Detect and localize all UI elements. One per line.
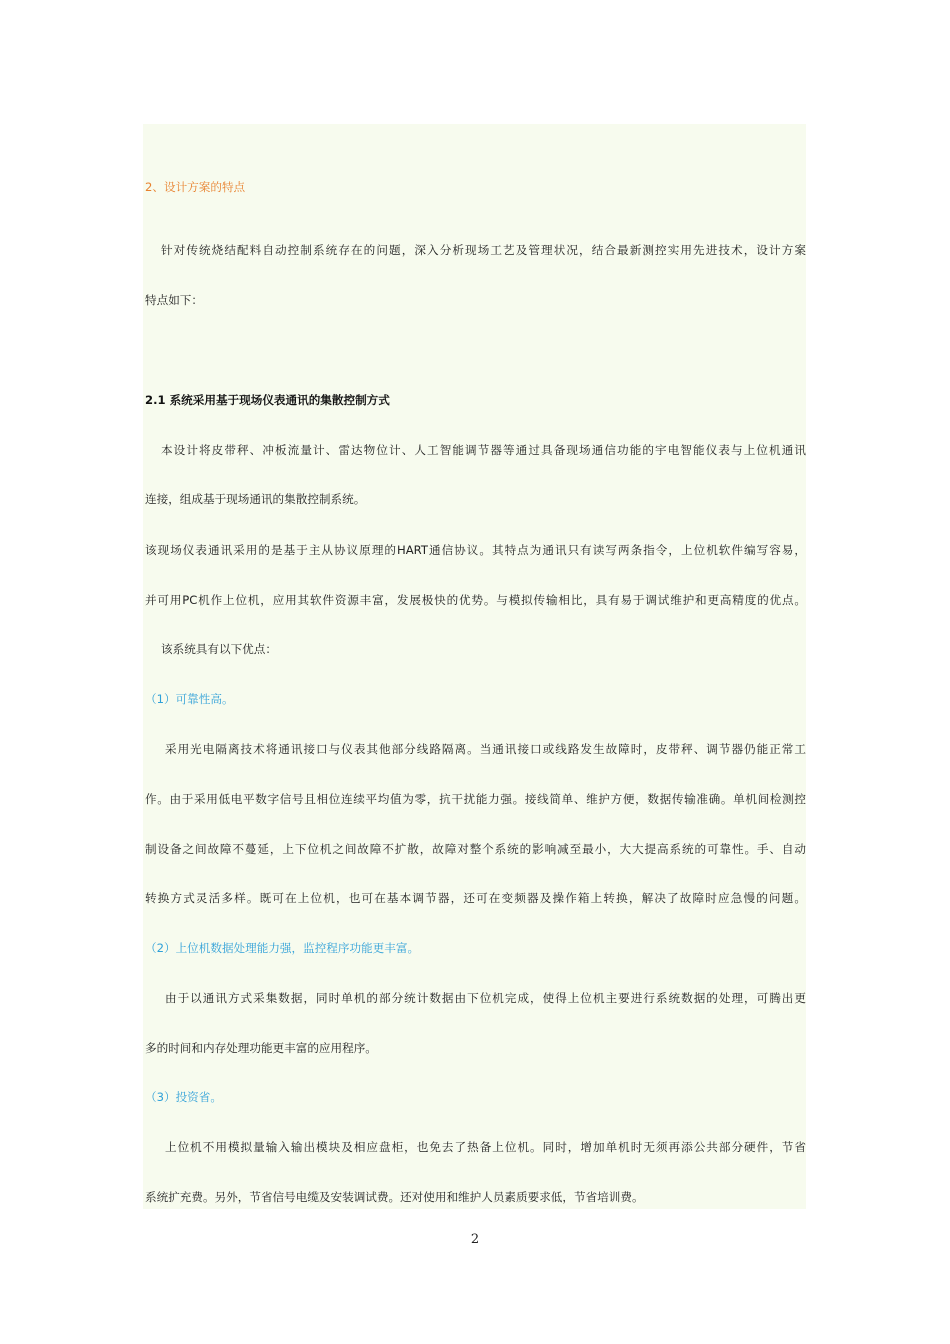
point-1-line-1: 采用光电隔离技术将通讯接口与仪表其他部分线路隔离。当通讯接口或线路发生故障时，皮带秤、调节器仍能正常工 <box>165 742 806 756</box>
protocol-para-line-2: 并可用PC机作上位机，应用其软件资源丰富，发展极快的优势。与模拟传输相比，具有易于调试维护和更高精度的优点。 <box>145 593 806 607</box>
page-number: 2 <box>470 1232 480 1247</box>
design-para-line-2: 连接，组成基于现场通讯的集散控制系统。 <box>145 492 366 506</box>
point-3-line-2: 系统扩充费。另外，节省信号电缆及安装调试费。还对使用和维护人员素质要求低，节省培训费。 <box>145 1190 644 1204</box>
point-1-line-3: 制设备之间故障不蔓延，上下位机之间故障不扩散，故障对整个系统的影响减至最小，大大提高系统的可靠性。手、自动 <box>145 842 806 856</box>
point-1-line-4: 转换方式灵活多样。既可在上位机，也可在基本调节器，还可在变频器及操作箱上转换，解决了故障时应急慢的问题。 <box>145 891 806 905</box>
intro-line-1: 针对传统烧结配料自动控制系统存在的问题，深入分析现场工艺及管理状况，结合最新测控实用先进技术，设计方案 <box>161 243 806 257</box>
point-1-line-2: 作。由于采用低电平数字信号且相位连续平均值为零，抗干扰能力强。接线简单、维护方便，数据传输准确。单机间检测控 <box>145 792 806 806</box>
point-3-line-1: 上位机不用模拟量输入输出模块及相应盘柜，也免去了热备上位机。同时，增加单机时无须再添公共部分硬件，节省 <box>165 1140 806 1154</box>
point-2-line-1: 由于以通讯方式采集数据，同时单机的部分统计数据由下位机完成，使得上位机主要进行系统数据的处理，可腾出更 <box>165 991 806 1005</box>
intro-line-2: 特点如下： <box>145 293 203 307</box>
point-3-title: （3）投资省。 <box>145 1090 222 1104</box>
point-2-line-2: 多的时间和内存处理功能更丰富的应用程序。 <box>145 1041 377 1055</box>
point-1-title: （1）可靠性高。 <box>145 692 234 706</box>
design-para-line-1: 本设计将皮带秤、冲板流量计、雷达物位计、人工智能调节器等通过具备现场通信功能的宇电智能仪表与上位机通讯 <box>161 443 806 457</box>
protocol-para-line-1: 该现场仪表通讯采用的是基于主从协议原理的HART通信协议。其特点为通讯只有读写两条指令，上位机软件编写容易， <box>145 543 806 557</box>
advantages-intro: 该系统具有以下优点： <box>161 642 277 656</box>
subsection-heading: 2.1 系统采用基于现场仪表通讯的集散控制方式 <box>145 393 390 407</box>
section-heading: 2、设计方案的特点 <box>145 180 246 194</box>
point-2-title: （2）上位机数据处理能力强，监控程序功能更丰富。 <box>145 941 420 955</box>
